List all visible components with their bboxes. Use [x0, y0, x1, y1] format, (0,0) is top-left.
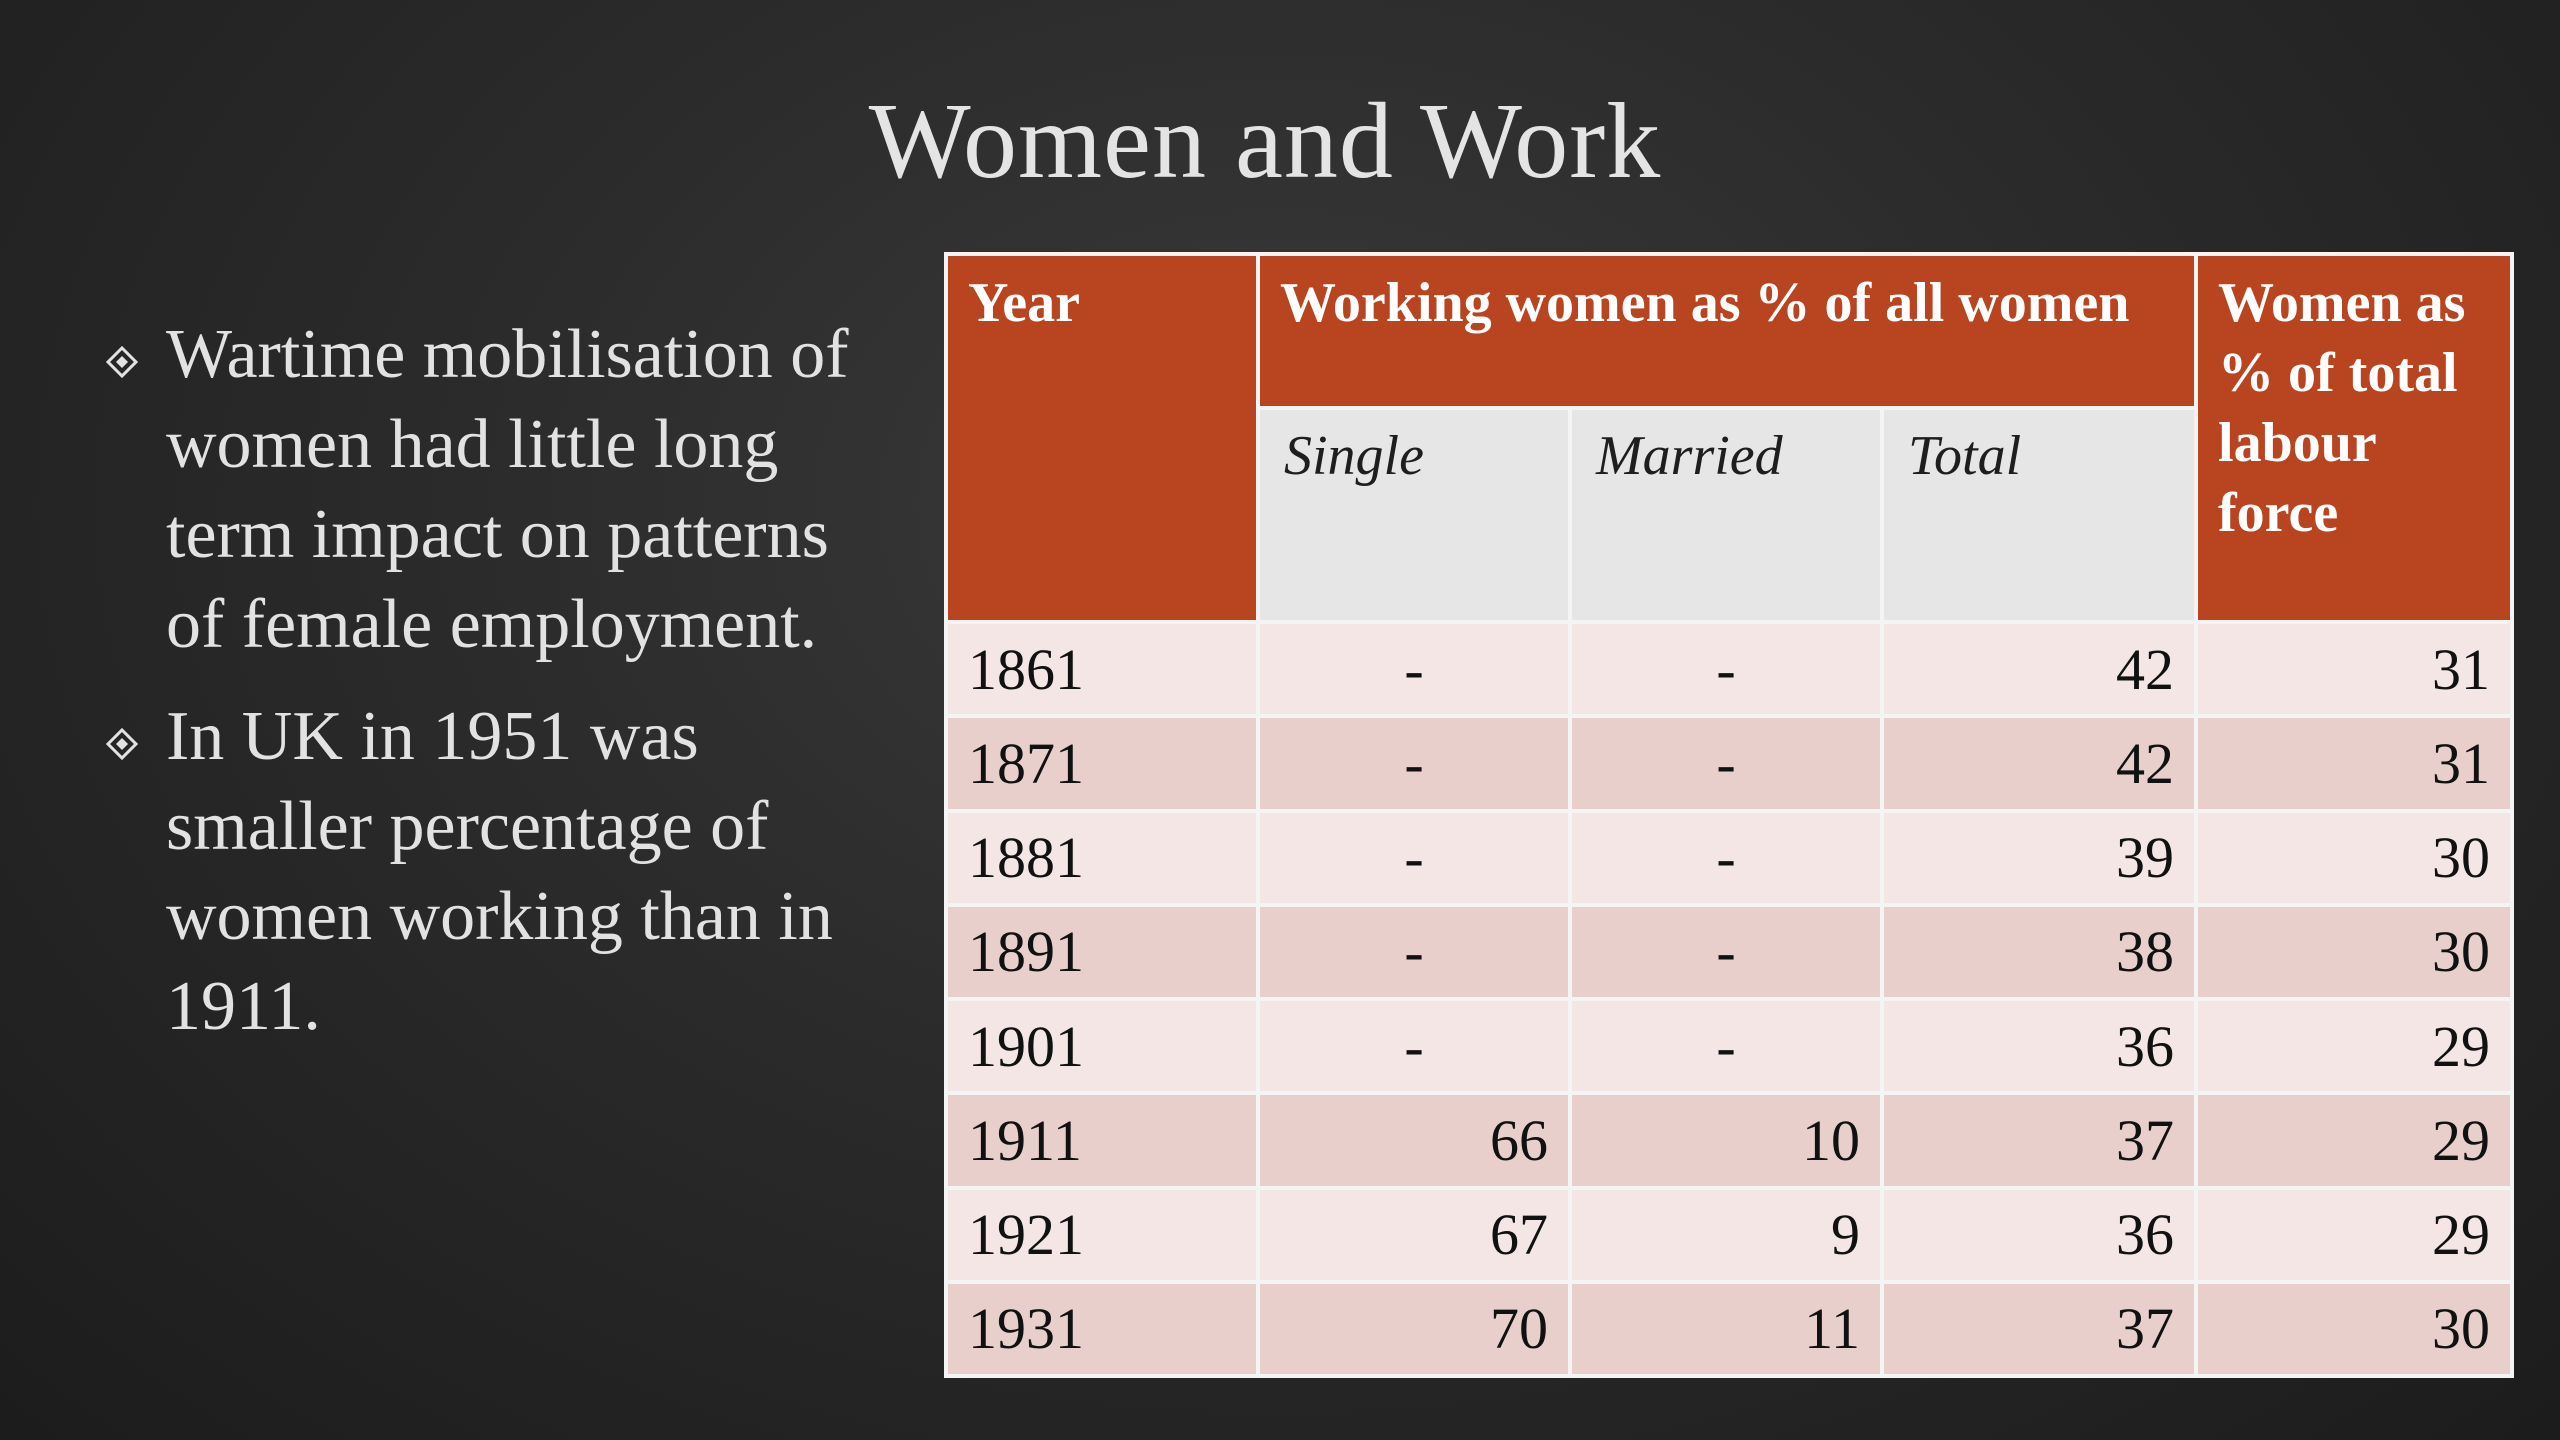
- table-row: [946, 1282, 2512, 1376]
- bullet-item: [100, 692, 860, 1052]
- cell-single: 66: [1258, 1093, 1570, 1187]
- cell-total: 36: [1882, 1188, 2196, 1282]
- table-row: [946, 1093, 2512, 1187]
- subheader-total: Total: [1882, 408, 2196, 622]
- cell-total: 39: [1882, 811, 2196, 905]
- cell-year: 1891: [946, 905, 1258, 999]
- header-working-women: Working women as % of all women: [1258, 254, 2196, 408]
- cell-single: -: [1258, 999, 1570, 1093]
- cell-single: 67: [1258, 1188, 1570, 1282]
- cell-total: 36: [1882, 999, 2196, 1093]
- cell-total: 38: [1882, 905, 2196, 999]
- cell-year: 1931: [946, 1282, 1258, 1376]
- cell-married: -: [1570, 905, 1882, 999]
- table-body: [946, 622, 2512, 1376]
- cell-total: 37: [1882, 1282, 2196, 1376]
- cell-year: 1881: [946, 811, 1258, 905]
- table-row: [946, 905, 2512, 999]
- cell-single: -: [1258, 905, 1570, 999]
- table-row: [946, 811, 2512, 905]
- cell-single: -: [1258, 716, 1570, 810]
- bullet-list: [100, 310, 860, 1074]
- cell-women-share: 29: [2196, 1188, 2512, 1282]
- bullet-item: [100, 310, 860, 670]
- cell-married: -: [1570, 622, 1882, 716]
- header-women-share: Women as % of total labour force: [2196, 254, 2512, 622]
- cell-women-share: 30: [2196, 811, 2512, 905]
- cell-married: 11: [1570, 1282, 1882, 1376]
- cell-year: 1921: [946, 1188, 1258, 1282]
- cell-married: 9: [1570, 1188, 1882, 1282]
- cell-women-share: 29: [2196, 1093, 2512, 1187]
- cell-single: -: [1258, 622, 1570, 716]
- diamond-bullet-icon: [106, 728, 138, 760]
- cell-women-share: 31: [2196, 716, 2512, 810]
- cell-single: 70: [1258, 1282, 1570, 1376]
- cell-married: -: [1570, 999, 1882, 1093]
- cell-married: -: [1570, 716, 1882, 810]
- cell-women-share: 29: [2196, 999, 2512, 1093]
- cell-total: 42: [1882, 716, 2196, 810]
- subheader-married: Married: [1570, 408, 1882, 622]
- table-row: [946, 1188, 2512, 1282]
- women-employment-table: [944, 252, 2514, 1378]
- cell-women-share: 30: [2196, 905, 2512, 999]
- cell-total: 42: [1882, 622, 2196, 716]
- table-row: [946, 622, 2512, 716]
- subheader-single: Single: [1258, 408, 1570, 622]
- bullet-text: Wartime mobilisation of women had little long term impact on patterns of female employment.: [166, 316, 849, 663]
- cell-year: 1861: [946, 622, 1258, 716]
- cell-married: 10: [1570, 1093, 1882, 1187]
- cell-women-share: 31: [2196, 622, 2512, 716]
- cell-women-share: 30: [2196, 1282, 2512, 1376]
- cell-year: 1901: [946, 999, 1258, 1093]
- cell-total: 37: [1882, 1093, 2196, 1187]
- cell-year: 1911: [946, 1093, 1258, 1187]
- bullet-text: In UK in 1951 was smaller percentage of women working than in 1911.: [166, 698, 833, 1045]
- cell-single: -: [1258, 811, 1570, 905]
- cell-year: 1871: [946, 716, 1258, 810]
- header-year: Year: [946, 254, 1258, 622]
- table-row: [946, 716, 2512, 810]
- cell-married: -: [1570, 811, 1882, 905]
- table-row: [946, 999, 2512, 1093]
- slide-title: Women and Work: [868, 82, 1662, 201]
- diamond-bullet-icon: [106, 346, 138, 378]
